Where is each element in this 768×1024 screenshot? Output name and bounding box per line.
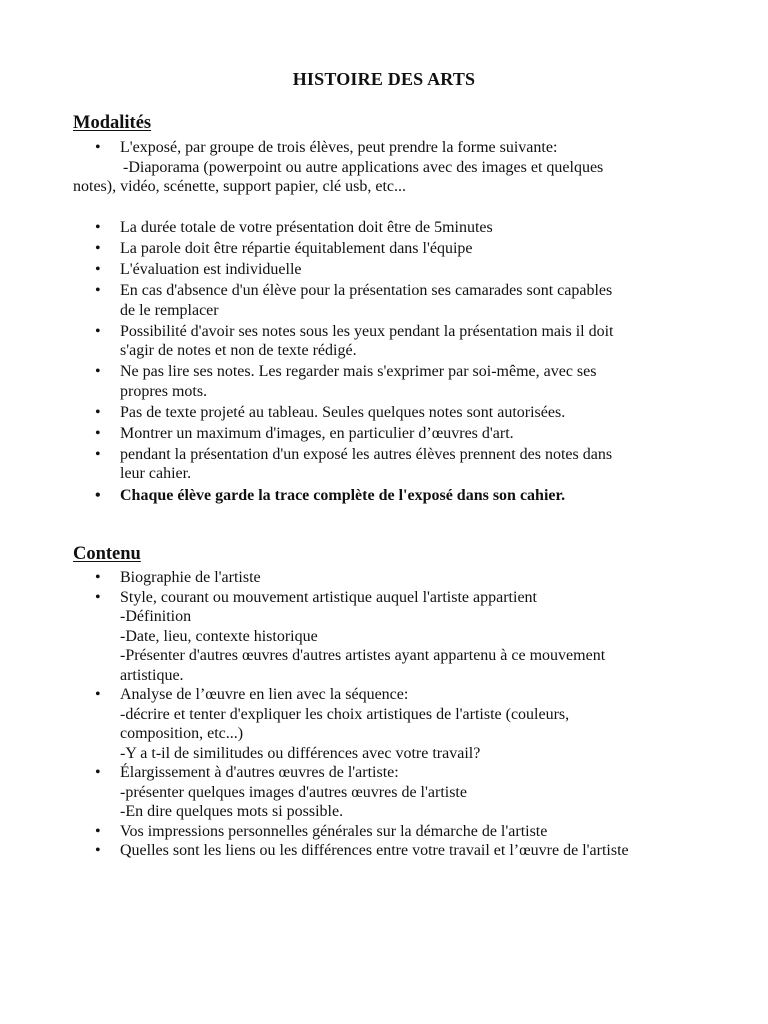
bullet-icon: • bbox=[95, 686, 101, 703]
list-item bbox=[73, 568, 713, 588]
list-item bbox=[73, 322, 713, 361]
modalites-intro bbox=[73, 138, 713, 197]
list-item-text: -décrire et tenter d'expliquer les choix artistiques de l'artiste (couleurs, bbox=[120, 705, 570, 723]
page-title: HISTOIRE DES ARTS bbox=[292, 69, 476, 89]
list-item-text: leur cahier. bbox=[120, 465, 192, 482]
list-item-text: s'agir de notes et non de texte rédigé. bbox=[120, 342, 357, 359]
modalites-list bbox=[73, 218, 713, 505]
bullet-icon: • bbox=[95, 240, 101, 257]
list-item-text: -présenter quelques images d'autres œuvres de l'artiste bbox=[120, 783, 467, 801]
contenu-list bbox=[73, 568, 713, 861]
list-item bbox=[73, 260, 713, 280]
list-item bbox=[73, 763, 713, 822]
list-item-text: propres mots. bbox=[120, 382, 208, 400]
bullet-icon: • bbox=[95, 322, 101, 340]
list-item-text: Quelles sont les liens ou les différences entre votre travail et l’œuvre de l'artiste bbox=[120, 842, 629, 859]
list-item bbox=[73, 685, 713, 763]
list-item-text: Vos impressions personnelles générales sur la démarche de l'artiste bbox=[120, 822, 548, 840]
list-item-text: La durée totale de votre présentation doit être de 5minutes bbox=[120, 219, 493, 236]
list-item-text: artistique. bbox=[120, 666, 184, 684]
list-item-text: pendant la présentation d'un exposé les autres élèves prennent des notes dans bbox=[120, 445, 613, 463]
list-item-text: Chaque élève garde la trace complète de l'exposé dans son cahier. bbox=[120, 486, 566, 504]
bullet-icon: • bbox=[95, 363, 101, 380]
list-item bbox=[73, 239, 713, 259]
list-item bbox=[73, 403, 713, 423]
list-item bbox=[73, 841, 713, 861]
section-heading-modalites: Modalités bbox=[73, 113, 152, 133]
bullet-icon: • bbox=[95, 764, 101, 781]
bullet-icon: • bbox=[95, 486, 101, 504]
list-item bbox=[73, 588, 713, 686]
list-item-text: de le remplacer bbox=[120, 301, 219, 319]
list-item bbox=[73, 445, 713, 484]
bullet-icon: • bbox=[95, 424, 101, 442]
list-item-text: La parole doit être répartie équitablement dans l'équipe bbox=[120, 240, 473, 257]
list-item-text: composition, etc...) bbox=[120, 725, 244, 742]
bullet-icon: • bbox=[95, 261, 101, 278]
bullet-icon: • bbox=[95, 588, 101, 606]
list-item-text: Montrer un maximum d'images, en particulier d’œuvres d'art. bbox=[120, 424, 514, 442]
intro-line: -Diaporama (powerpoint ou autre applications avec des images et quelques bbox=[123, 158, 604, 176]
list-item bbox=[73, 362, 713, 401]
bullet-icon: • bbox=[95, 219, 101, 236]
bullet-icon: • bbox=[95, 139, 101, 156]
section-heading-contenu: Contenu bbox=[73, 544, 141, 564]
intro-line: notes), vidéo, scénette, support papier, clé usb, etc... bbox=[73, 178, 407, 195]
list-item bbox=[73, 218, 713, 238]
list-item-text: -Y a t-il de similitudes ou différences avec votre travail? bbox=[120, 744, 481, 762]
list-item-text: Style, courant ou mouvement artistique auquel l'artiste appartient bbox=[120, 588, 537, 606]
list-item-text: -En dire quelques mots si possible. bbox=[120, 803, 344, 820]
bullet-icon: • bbox=[95, 842, 101, 859]
list-item-text: -Présenter d'autres œuvres d'autres artistes ayant appartenu à ce mouvement bbox=[120, 647, 606, 664]
list-item-emphasis bbox=[73, 486, 713, 506]
list-item bbox=[73, 281, 713, 320]
list-item bbox=[73, 138, 713, 197]
bullet-icon: • bbox=[95, 569, 101, 586]
intro-line: L'exposé, par groupe de trois élèves, peut prendre la forme suivante: bbox=[120, 139, 558, 156]
list-item bbox=[73, 424, 713, 444]
list-item-text: -Définition bbox=[120, 608, 192, 625]
bullet-icon: • bbox=[95, 445, 101, 463]
list-item-text: Ne pas lire ses notes. Les regarder mais s'exprimer par soi-même, avec ses bbox=[120, 363, 597, 380]
bullet-icon: • bbox=[95, 403, 101, 421]
list-item-text: -Date, lieu, contexte historique bbox=[120, 627, 318, 645]
list-item-text: Pas de texte projeté au tableau. Seules quelques notes sont autorisées. bbox=[120, 403, 566, 421]
list-item-text: Élargissement à d'autres œuvres de l'artiste: bbox=[120, 764, 399, 781]
list-item-text: En cas d'absence d'un élève pour la présentation ses camarades sont capables bbox=[120, 282, 613, 299]
list-item-text: Analyse de l’œuvre en lien avec la séquence: bbox=[120, 686, 409, 703]
list-item-text: Possibilité d'avoir ses notes sous les yeux pendant la présentation mais il doit bbox=[120, 322, 614, 340]
list-item-text: Biographie de l'artiste bbox=[120, 569, 261, 586]
bullet-icon: • bbox=[95, 822, 101, 840]
list-item bbox=[73, 822, 713, 842]
list-item-text: L'évaluation est individuelle bbox=[120, 261, 302, 278]
bullet-icon: • bbox=[95, 282, 101, 299]
